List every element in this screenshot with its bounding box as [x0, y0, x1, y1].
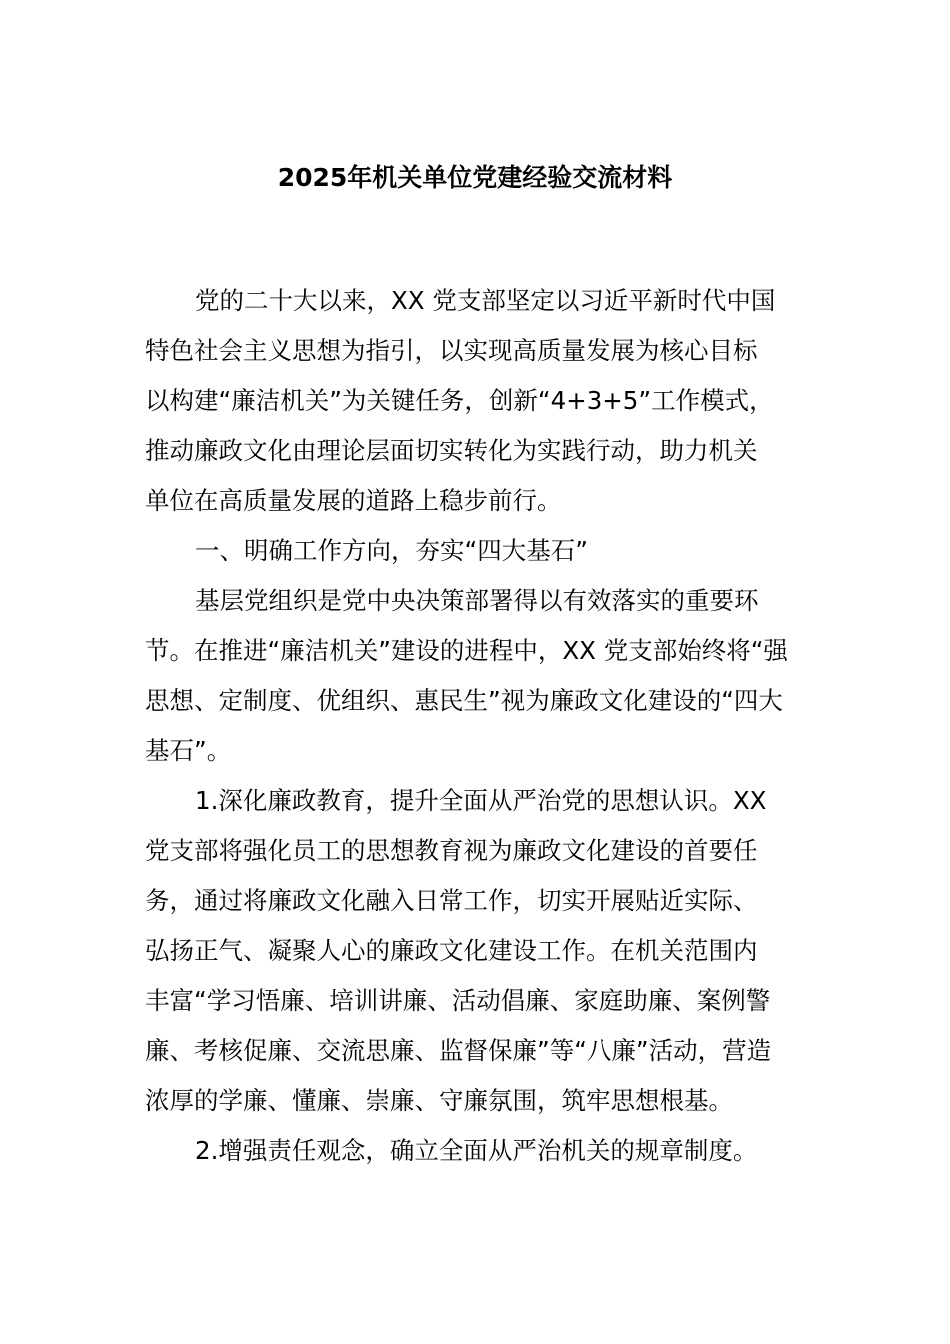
paragraph-line: 特色社会主义思想为指引，以实现高质量发展为核心目标	[145, 336, 758, 365]
paragraph-line: 弘扬正气、凝聚人心的廉政文化建设工作。在机关范围内	[145, 936, 758, 965]
paragraph-line: 以构建“廉洁机关”为关键任务，创新“4+3+5”工作模式，	[145, 386, 774, 415]
paragraph-line: 党的二十大以来，XX 党支部坚定以习近平新时代中国	[195, 286, 776, 315]
paragraph-line: 2.增强责任观念，确立全面从严治机关的规章制度。	[195, 1136, 758, 1165]
document-body	[145, 276, 825, 1176]
paragraph-line: 1.深化廉政教育，提升全面从严治党的思想认识。XX	[195, 786, 767, 815]
paragraph-line: 节。在推进“廉洁机关”建设的进程中，XX 党支部始终将“强	[145, 636, 788, 665]
paragraph-line: 基石”。	[145, 736, 232, 765]
paragraph-line: 思想、定制度、优组织、惠民生”视为廉政文化建设的“四大	[145, 686, 783, 715]
section-heading: 一、明确工作方向，夯实“四大基石”	[195, 536, 588, 565]
paragraph-line: 党支部将强化员工的思想教育视为廉政文化建设的首要任	[145, 836, 758, 865]
paragraph-line: 务，通过将廉政文化融入日常工作，切实开展贴近实际、	[145, 886, 758, 915]
paragraph-line: 基层党组织是党中央决策部署得以有效落实的重要环	[195, 586, 759, 615]
paragraph-line: 丰富“学习悟廉、培训讲廉、活动倡廉、家庭助廉、案例警	[145, 986, 771, 1015]
paragraph-line: 廉、考核促廉、交流思廉、监督保廉”等“八廉”活动，营造	[145, 1036, 772, 1065]
paragraph-line: 推动廉政文化由理论层面切实转化为实践行动，助力机关	[145, 436, 758, 465]
document-title: 2025年机关单位党建经验交流材料	[277, 163, 673, 192]
paragraph-line: 浓厚的学廉、懂廉、崇廉、守廉氛围，筑牢思想根基。	[145, 1086, 733, 1115]
paragraph-line: 单位在高质量发展的道路上稳步前行。	[145, 486, 562, 515]
